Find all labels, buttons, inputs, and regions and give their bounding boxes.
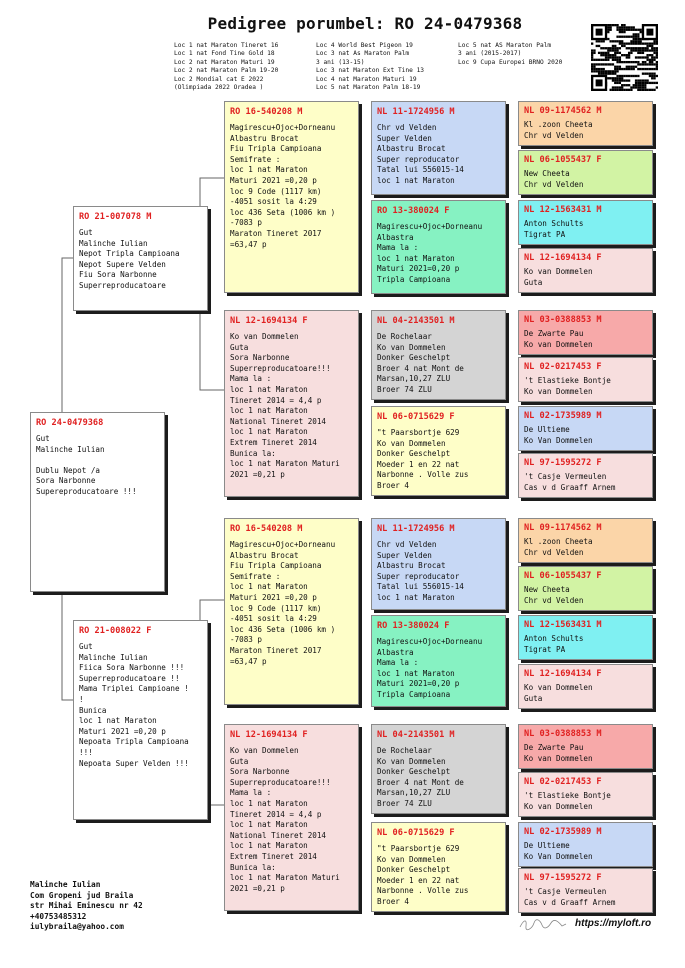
pigeon-detail-line: loc 1 nat Maraton (230, 582, 308, 592)
pigeon-detail-line: Magirescu+Ojoc+Dorneanu (377, 637, 483, 646)
pigeon-detail-line: Fiu Tripla Campioana (230, 144, 322, 154)
pigeon-detail-line: Tripla Campioana (377, 274, 451, 284)
text-line: 3 ani (13-15) (316, 58, 365, 66)
pigeon-detail-line: Broer 74 ZLU (377, 384, 432, 394)
pigeon-detail-line: loc 1 nat Maraton (230, 798, 308, 808)
pigeon-detail-line: Broer 4 nat Mont de (377, 363, 464, 373)
pigeon-detail-line: Bunica (79, 705, 107, 715)
pigeon-details (524, 585, 647, 606)
pigeon-detail-line: Marsan,10,27 ZLU (377, 788, 451, 798)
pigeon-card-ggg5[interactable] (518, 310, 653, 355)
pigeon-detail-line: Semifrate : (230, 571, 281, 581)
pigeon-detail-line: Ko van Dommelen (524, 753, 593, 763)
pigeon-detail-line: Maturi 2021 =0,20 p (79, 726, 166, 736)
pigeon-detail-line: Ko van Dommelen (524, 339, 593, 349)
ring-number: NL 06-0715629 F (377, 828, 455, 838)
pigeon-detail-line: 't Casje Vermeulen (524, 887, 607, 896)
pigeon-detail-line: Semifrate : (230, 154, 281, 164)
pigeon-detail-line: Bunica la: (230, 862, 276, 872)
pigeon-detail-line: Albastru Brocat (230, 550, 299, 560)
pigeon-detail-line: National Tineret 2014 (230, 416, 327, 426)
text-line: str Mihai Eminescu nr 42 (30, 901, 143, 911)
pigeon-details (377, 540, 500, 604)
ring-number: NL 97-1595272 F (524, 873, 602, 883)
pigeon-detail-line: loc 1 nat Maraton (230, 427, 308, 437)
ring-number: NL 11-1724956 M (377, 524, 455, 534)
pigeon-detail-line: loc 436 Seta (1006 km ) (230, 207, 336, 217)
pigeon-detail-line: =63,47 p (230, 239, 267, 249)
ring-number: RO 16-540208 M (230, 107, 303, 117)
pigeon-detail-line: Guta (230, 756, 249, 766)
ring-number: RO 24-0479368 (36, 418, 104, 428)
pigeon-detail-line: loc 1 nat Maraton (79, 716, 157, 726)
pigeon-detail-line: Tatal lui 556015-14 (377, 165, 464, 175)
pigeon-details (79, 642, 202, 769)
pigeon-card-ggg16[interactable] (518, 868, 653, 913)
pigeon-card-ggg15[interactable] (518, 822, 653, 867)
pigeon-detail-line: Mama la : (230, 788, 272, 798)
pigeon-detail-line: Narbonne . Volle zus (377, 886, 469, 896)
pigeon-detail-line: Kl .zoon Cheeta (524, 537, 593, 546)
pigeon-card-ggg4[interactable] (518, 248, 653, 293)
pigeon-detail-line: Maraton Tineret 2017 (230, 228, 322, 238)
pigeon-detail-line: 2021 =0,21 p (230, 883, 285, 893)
pigeon-detail-line: 2021 =0,21 p (230, 469, 285, 479)
pigeon-detail-line: loc 1 nat Maraton (377, 592, 455, 602)
ring-number: NL 03-0388853 M (524, 315, 602, 325)
pigeon-details (524, 169, 647, 190)
pigeon-detail-line: New Cheeta (524, 585, 570, 594)
pigeon-detail-line (36, 455, 159, 466)
pigeon-detail-line: Superreproducatoare (79, 280, 166, 290)
pigeon-detail-line: Moeder 1 en 22 nat (377, 875, 460, 885)
pigeon-details (377, 637, 500, 701)
pigeon-details (36, 434, 159, 498)
page-title: Pedigree porumbel: RO 24-0479368 (207, 14, 523, 33)
pigeon-detail-line: Ko van Dommelen (230, 746, 299, 755)
pigeon-detail-line: Malinche Iulian (36, 444, 105, 454)
pigeon-detail-line: Broer 4 (377, 896, 410, 906)
pigeon-detail-line: Donker Geschelpt (377, 353, 451, 363)
pigeon-card-ggg2[interactable] (518, 150, 653, 195)
signature-icon (518, 917, 568, 931)
pigeon-card-gg4[interactable] (371, 406, 506, 496)
pigeon-detail-line: Anton Schults (524, 219, 584, 228)
pigeon-detail-line: Super Velden (377, 550, 432, 560)
pigeon-card-ggg11[interactable] (518, 615, 653, 660)
pigeon-detail-line: Cas v d Graaff Arnem (524, 482, 616, 492)
pigeon-detail-line: Maturi 2021=0,20 p (377, 264, 460, 274)
pigeon-detail-line: Guta (230, 342, 249, 352)
pigeon-detail-line: loc 1 nat Maraton (230, 406, 308, 416)
pigeon-details (524, 219, 647, 240)
pigeon-card-ggg8[interactable] (518, 453, 653, 498)
text-line: +40753485312 (30, 911, 87, 921)
ring-number: NL 06-1055437 F (524, 571, 602, 581)
pigeon-detail-line: Ko van Dommelen (524, 801, 593, 811)
ring-number: NL 97-1595272 F (524, 458, 602, 468)
pigeon-detail-line: Gut (79, 228, 93, 237)
pigeon-detail-line: Donker Geschelpt (377, 865, 451, 875)
pigeon-detail-line: Sora Narbonne (230, 767, 290, 777)
pigeon-detail-line: Magirescu+Ojoc+Dorneanu (377, 222, 483, 231)
pigeon-detail-line: loc 9 Code (1117 km) (230, 603, 322, 613)
ring-number: NL 09-1174562 M (524, 523, 602, 533)
ring-number: NL 04-2143501 M (377, 730, 455, 740)
pigeon-detail-line: De Zwarte Pau (524, 743, 584, 752)
pigeon-details (524, 683, 647, 704)
pigeon-details (377, 428, 500, 492)
pigeon-card-ggg14[interactable] (518, 772, 653, 817)
pigeon-detail-line: 't Elastieke Bontje (524, 791, 611, 800)
pigeon-detail-line: Magirescu+Ojoc+Dorneanu (230, 540, 336, 549)
pigeon-details (377, 844, 500, 908)
ring-number: NL 04-2143501 M (377, 316, 455, 326)
text-line: Loc 9 Cupa Europei BRNO 2020 (458, 58, 563, 66)
ring-number: NL 02-1735989 M (524, 827, 602, 837)
pigeon-detail-line: Nepoata Super Velden !!! (79, 758, 189, 768)
pigeon-detail-line: Guta (524, 693, 543, 703)
pigeon-detail-line: Moeder 1 en 22 nat (377, 459, 460, 469)
pigeon-detail-line: Nepot Tripla Campioana (79, 249, 180, 259)
pigeon-card-g-dd[interactable] (224, 724, 359, 911)
ring-number: NL 06-1055437 F (524, 155, 602, 165)
pigeon-detail-line: Ko van Dommelen (230, 332, 299, 341)
ring-number: NL 06-0715629 F (377, 412, 455, 422)
pigeon-detail-line: ! (79, 694, 84, 704)
pigeon-card-dam[interactable] (73, 620, 208, 820)
pigeon-details (524, 887, 647, 908)
text-line: Loc 4 nat Maraton Maturi 19 (316, 75, 417, 83)
pigeon-card-ggg10[interactable] (518, 566, 653, 611)
pigeon-detail-line: Superreproducatoare !! (79, 673, 180, 683)
pigeon-detail-line: Tigrat PA (524, 644, 566, 654)
pigeon-details (524, 376, 647, 397)
pigeon-detail-line: Maturi 2021 =0,20 p (230, 175, 317, 185)
ring-number: NL 09-1174562 M (524, 106, 602, 116)
pigeon-detail-line: National Tineret 2014 (230, 830, 327, 840)
pigeon-detail-line: Anton Schults (524, 634, 584, 643)
pigeon-detail-line: Chr vd Velden (524, 595, 584, 605)
pigeon-detail-line: Chr vd Velden (524, 547, 584, 557)
pigeon-detail-line: Albastru Brocat (230, 133, 299, 143)
pigeon-detail-line: Superreproducatoare!!! (230, 777, 331, 787)
ring-number: NL 02-0217453 F (524, 362, 602, 372)
pigeon-card-ggg12[interactable] (518, 664, 653, 709)
pigeon-detail-line: -7083 p (230, 635, 263, 645)
website-link[interactable]: https://myloft.ro (575, 918, 652, 929)
pigeon-detail-line: De Zwarte Pau (524, 329, 584, 338)
ring-number: RO 13-380024 F (377, 621, 450, 631)
pigeon-details (377, 123, 500, 187)
pigeon-detail-line: Supereproducatoare !!! (36, 486, 137, 496)
text-line: Loc 5 nat Maraton Palm 18-19 (316, 84, 421, 92)
ring-number: NL 12-1563431 M (524, 620, 602, 630)
pigeon-detail-line: Ko Van Dommelen (524, 851, 593, 861)
pigeon-card-gg3[interactable] (371, 310, 506, 400)
pigeon-detail-line: Donker Geschelpt (377, 449, 451, 459)
ring-number: NL 12-1694134 F (230, 316, 308, 326)
pigeon-details (230, 123, 353, 250)
pigeon-detail-line: Malinche Iulian (79, 238, 148, 248)
pigeon-detail-line: "t Paarsbortje 629 (377, 844, 460, 853)
pigeon-detail-line: De Ultieme (524, 425, 570, 434)
pigeon-detail-line: Magirescu+Ojoc+Dorneanu (230, 123, 336, 132)
text-line: Loc 2 nat Maraton Maturi 19 (174, 58, 275, 66)
pigeon-detail-line: Tripla Campioana (377, 689, 451, 699)
pigeon-detail-line: loc 1 nat Maraton (377, 253, 455, 263)
pigeon-card-g-ds[interactable] (224, 518, 359, 705)
pigeon-detail-line: Tatal lui 556015-14 (377, 582, 464, 592)
pigeon-detail-line: Albastra (377, 647, 414, 657)
pigeon-details (230, 332, 353, 480)
pigeon-details (524, 841, 647, 862)
pigeon-detail-line: De Ultieme (524, 841, 570, 850)
pigeon-card-ggg6[interactable] (518, 357, 653, 402)
pigeon-detail-line: Donker Geschelpt (377, 767, 451, 777)
pigeon-card-gg1[interactable] (371, 101, 506, 195)
pigeon-card-gg7[interactable] (371, 724, 506, 814)
pigeon-detail-line: Albastra (377, 232, 414, 242)
pigeon-detail-line: Guta (524, 277, 543, 287)
pigeon-detail-line: Ko van Dommelen (377, 756, 446, 766)
pigeon-detail-line: -4051 sosit la 4:29 (230, 197, 317, 207)
pigeon-detail-line: Dublu Nepot /a (36, 465, 101, 475)
text-line: Loc 3 nat Maraton Ext Tine 13 (316, 67, 425, 75)
pigeon-detail-line: Sora Narbonne (230, 353, 290, 363)
pigeon-detail-line: Extrem Tineret 2014 (230, 437, 317, 447)
pigeon-detail-line: Fiica Sora Narbonne !!! (79, 663, 185, 673)
ring-number: RO 16-540208 M (230, 524, 303, 534)
pigeon-detail-line: loc 1 nat Maraton (230, 820, 308, 830)
pigeon-detail-line: De Rochelaar (377, 746, 432, 755)
ring-number: NL 02-0217453 F (524, 777, 602, 787)
pigeon-card-gg2[interactable] (371, 200, 506, 294)
pigeon-details (524, 267, 647, 288)
ring-number: RO 21-007078 M (79, 212, 152, 222)
pigeon-detail-line: Extrem Tineret 2014 (230, 851, 317, 861)
ring-number: NL 03-0388853 M (524, 729, 602, 739)
pigeon-detail-line: Nepot Supere Velden (79, 259, 166, 269)
pigeon-detail-line: Ko van Dommelen (524, 267, 593, 276)
pigeon-detail-line: !!! (79, 747, 93, 757)
pigeon-details (377, 332, 500, 396)
pigeon-detail-line: 't Elastieke Bontje (524, 376, 611, 385)
pigeon-detail-line: Maraton Tineret 2017 (230, 645, 322, 655)
pigeon-card-root[interactable] (30, 412, 165, 592)
pigeon-detail-line: Kl .zoon Cheeta (524, 120, 593, 129)
pigeon-details (230, 540, 353, 667)
pigeon-details (377, 222, 500, 286)
pigeon-card-gg5[interactable] (371, 518, 506, 610)
pigeon-detail-line: loc 1 nat Maraton (230, 841, 308, 851)
ring-number: NL 11-1724956 M (377, 107, 455, 117)
pigeon-detail-line: Ko van Dommelen (524, 683, 593, 692)
pigeon-card-sire[interactable] (73, 206, 208, 311)
pigeon-detail-line: Super reproducator (377, 154, 460, 164)
pigeon-detail-line: loc 1 nat Maraton (230, 384, 308, 394)
pigeon-detail-line: Marsan,10,27 ZLU (377, 374, 451, 384)
pigeon-detail-line: Chr vd Velden (377, 540, 437, 549)
pigeon-detail-line: Ko van Dommelen (524, 386, 593, 396)
pigeon-detail-line: loc 1 nat Maraton Maturi (230, 873, 340, 883)
pigeon-detail-line: Maturi 2021=0,20 p (377, 679, 460, 689)
pigeon-detail-line: Ko van Dommelen (377, 342, 446, 352)
pigeon-detail-line: Broer 4 nat Mont de (377, 777, 464, 787)
pigeon-detail-line: loc 9 Code (1117 km) (230, 186, 322, 196)
pigeon-detail-line: Tigrat PA (524, 229, 566, 239)
pigeon-details (524, 791, 647, 812)
pigeon-detail-line: Tineret 2014 = 4,4 p (230, 395, 322, 405)
pigeon-detail-line: loc 1 nat Maraton Maturi (230, 459, 340, 469)
text-line: Loc 2 nat Maraton Palm 19-20 (174, 67, 279, 75)
pigeon-detail-line: loc 436 Seta (1006 km ) (230, 624, 336, 634)
pigeon-details (79, 228, 202, 292)
pigeon-detail-line: Narbonne . Volle zus (377, 470, 469, 480)
pigeon-details (524, 743, 647, 764)
pigeon-card-ggg1[interactable] (518, 101, 653, 146)
owner-contact (30, 880, 143, 933)
pigeon-card-g-sd[interactable] (224, 310, 359, 497)
pigeon-detail-line: De Rochelaar (377, 332, 432, 341)
ring-number: RO 13-380024 F (377, 206, 450, 216)
pigeon-detail-line: Ko Van Dommelen (524, 435, 593, 445)
pigeon-detail-line: Cas v d Graaff Arnem (524, 897, 616, 907)
pigeon-details (524, 537, 647, 558)
pigeon-details (524, 120, 647, 141)
text-line: iulybraila@yahoo.com (30, 922, 124, 932)
pigeon-card-ggg3[interactable] (518, 200, 653, 245)
pigeon-detail-line: Bunica la: (230, 448, 276, 458)
ring-number: NL 02-1735989 M (524, 411, 602, 421)
pigeon-detail-line: Super reproducator (377, 571, 460, 581)
pigeon-card-ggg7[interactable] (518, 406, 653, 451)
pigeon-detail-line: Tineret 2014 = 4,4 p (230, 809, 322, 819)
pigeon-detail-line: Sora Narbonne (36, 476, 96, 486)
pigeon-detail-line: Broer 4 (377, 480, 410, 490)
pigeon-detail-line: Mama la : (230, 374, 272, 384)
pigeon-detail-line: Malinche Iulian (79, 652, 148, 662)
pigeon-details (524, 472, 647, 493)
pigeon-detail-line: Superreproducatoare!!! (230, 363, 331, 373)
pigeon-card-ggg13[interactable] (518, 724, 653, 769)
pigeon-details (524, 425, 647, 446)
text-line: Com Gropeni jud Braila (30, 890, 134, 900)
pigeon-detail-line: Mama Triplei Campioane ! (79, 684, 189, 694)
text-line: (Olimpiada 2022 Oradea ) (174, 84, 264, 92)
pigeon-detail-line: Albastru Brocat (377, 144, 446, 154)
pigeon-detail-line: Mama la : (377, 243, 419, 253)
text-line: Loc 5 nat AS Maraton Palm (458, 42, 552, 49)
ring-number: NL 12-1563431 M (524, 205, 602, 215)
pigeon-detail-line: Fiu Sora Narbonne (79, 270, 157, 280)
pigeon-details (230, 746, 353, 894)
pigeon-card-g-ss[interactable] (224, 101, 359, 293)
text-line: Loc 4 World Best Pigeon 19 (316, 42, 413, 49)
pigeon-detail-line: Super Velden (377, 133, 432, 143)
pigeon-detail-line: Ko van Dommelen (377, 854, 446, 864)
pigeon-detail-line: Fiu Tripla Campioana (230, 561, 322, 571)
text-line: Loc 2 Mondial cat E 2022 (174, 75, 264, 83)
pigeon-detail-line: Gut (36, 434, 50, 443)
pigeon-detail-line: Chr vd Velden (524, 130, 584, 140)
pigeon-detail-line: Ko van Dommelen (377, 438, 446, 448)
pigeon-detail-line: loc 1 nat Maraton (377, 668, 455, 678)
pigeon-detail-line: Maturi 2021 =0,20 p (230, 592, 317, 602)
pigeon-detail-line: loc 1 nat Maraton (377, 175, 455, 185)
pigeon-card-gg6[interactable] (371, 615, 506, 707)
pigeon-detail-line: loc 1 nat Maraton (230, 165, 308, 175)
pigeon-detail-line: Nepoata Tripla Campioana (79, 737, 189, 747)
pigeon-detail-line: New Cheeta (524, 169, 570, 178)
text-line: Loc 3 nat As Maraton Palm (316, 50, 410, 58)
text-line: Malinche Iulian (30, 880, 101, 889)
pigeon-detail-line: "t Paarsbortje 629 (377, 428, 460, 437)
pigeon-detail-line: Mama la : (377, 658, 419, 668)
pigeon-details (524, 329, 647, 350)
ring-number: NL 12-1694134 F (524, 669, 602, 679)
text-line: Loc 1 nat Fond Tine Gold 18 (174, 50, 275, 58)
pigeon-detail-line: Albastru Brocat (377, 561, 446, 571)
pigeon-details (524, 634, 647, 655)
ring-number: RO 21-008022 F (79, 626, 152, 636)
ring-number: NL 12-1694134 F (524, 253, 602, 263)
ring-number: NL 12-1694134 F (230, 730, 308, 740)
pigeon-detail-line: -4051 sosit la 4:29 (230, 614, 317, 624)
pigeon-detail-line: Chr vd Velden (377, 123, 437, 132)
pigeon-detail-line: Gut (79, 642, 93, 651)
pigeon-card-gg8[interactable] (371, 822, 506, 912)
pigeon-detail-line: 't Casje Vermeulen (524, 472, 607, 481)
pigeon-details (377, 746, 500, 810)
pigeon-detail-line: -7083 p (230, 218, 263, 228)
pigeon-detail-line: Chr vd Velden (524, 179, 584, 189)
pigeon-detail-line: Broer 74 ZLU (377, 798, 432, 808)
pigeon-detail-line: =63,47 p (230, 656, 267, 666)
text-line: Loc 1 nat Maraton Tineret 16 (174, 42, 279, 49)
text-line: 3 ani (2015-2017) (458, 50, 522, 58)
pigeon-card-ggg9[interactable] (518, 518, 653, 563)
